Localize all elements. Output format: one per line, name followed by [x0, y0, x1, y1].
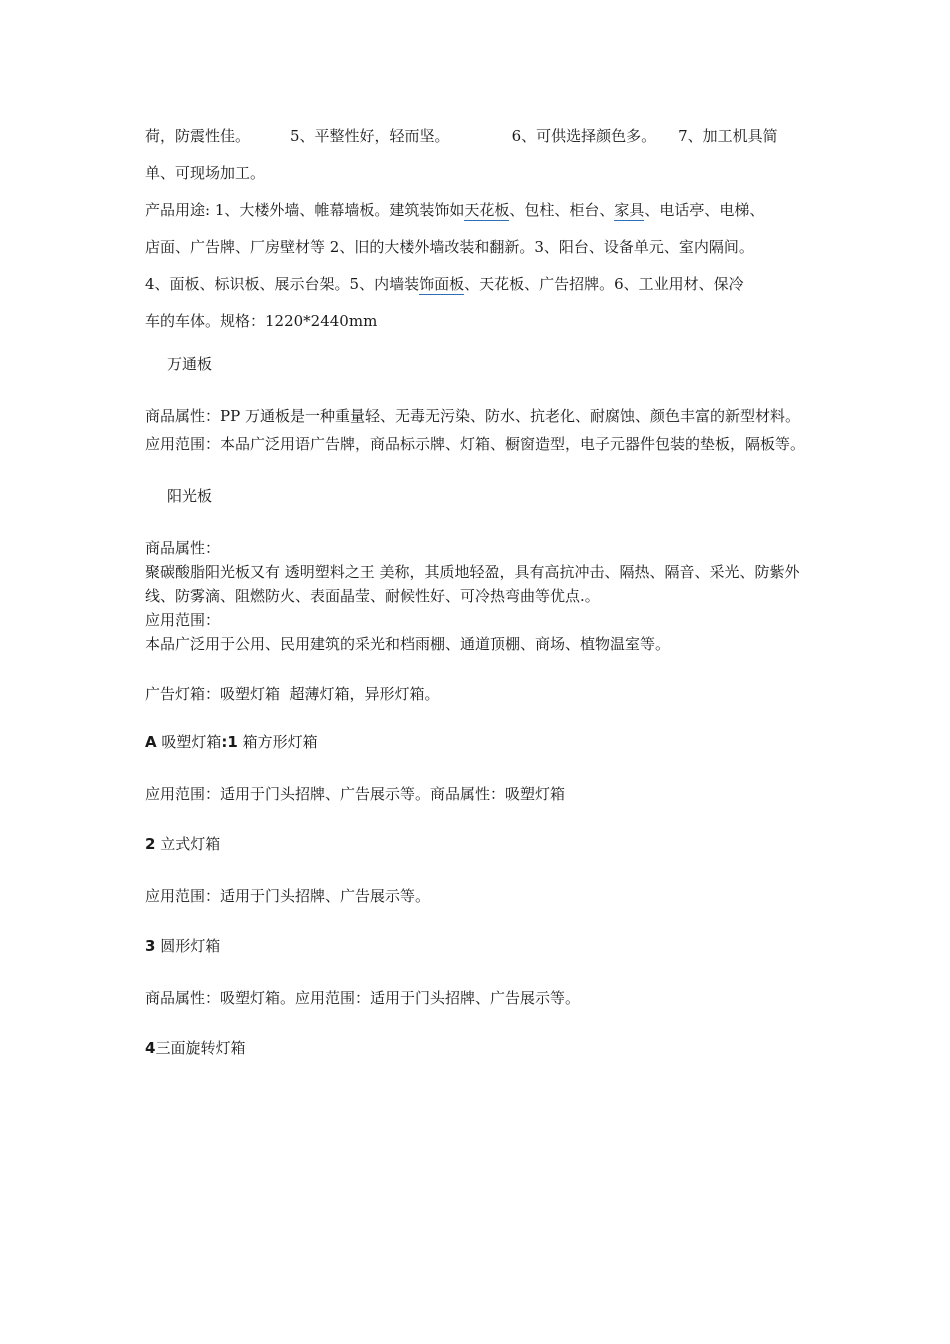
yangguang-scope-label: 应用范围： — [145, 611, 221, 629]
usage-line-1: 产品用途: 1、大楼外墙、帷幕墙板。建筑装饰如天花板、包柱、柜台、家具、电话亭、电梯、 — [145, 201, 765, 219]
document-page — [145, 118, 810, 1058]
lightbox-3-title: 3 圆形灯箱 — [145, 937, 221, 955]
link-ceiling-board[interactable]: 天花板 — [464, 201, 510, 219]
intro-line-1: 荷，防震性佳。 5、平整性好，轻而坚。 6、可供选择颜色多。 7、加工机具简 — [145, 127, 778, 145]
lightbox-3-desc: 商品属性：吸塑灯箱。应用范围：适用于门头招牌、广告展示等。 — [145, 989, 581, 1007]
lightbox-intro: 广告灯箱：吸塑灯箱 超薄灯箱，异形灯箱。 — [145, 685, 440, 703]
lightbox-a-desc: 应用范围：适用于门头招牌、广告展示等。商品属性：吸塑灯箱 — [145, 785, 566, 803]
yangguang-title: 阳光板 — [167, 487, 213, 505]
lightbox-a-title: A 吸塑灯箱:1 箱方形灯箱 — [145, 733, 318, 751]
usage-line-2: 店面、广告牌、厂房壁材等 2、旧的大楼外墙改装和翻新。3、阳台、设备单元、室内隔间。 — [145, 238, 754, 256]
intro-line-2: 单、可现场加工。 — [145, 164, 266, 182]
wantong-scope: 应用范围：本品广泛用语广告牌，商品标示牌、灯箱、橱窗造型，电子元器件包装的垫板，隔板等。 — [145, 435, 806, 453]
yangguang-scope: 本品广泛用于公用、民用建筑的采光和档雨棚、通道顶棚、商场、植物温室等。 — [145, 635, 671, 653]
lightbox-4-title: 4三面旋转灯箱 — [145, 1039, 246, 1057]
link-veneer-panel[interactable]: 饰面板 — [419, 275, 465, 293]
lightbox-2-title: 2 立式灯箱 — [145, 835, 221, 853]
link-furniture[interactable]: 家具 — [614, 201, 645, 219]
wantong-attr: 商品属性：PP 万通板是一种重量轻、无毒无污染、防水、抗老化、耐腐蚀、颜色丰富的新型材料。 — [145, 407, 800, 425]
lightbox-2-desc: 应用范围：适用于门头招牌、广告展示等。 — [145, 887, 431, 905]
yangguang-attr-label: 商品属性： — [145, 539, 221, 557]
usage-line-4: 车的车体。规格：1220*2440mm — [145, 312, 378, 330]
wantong-title: 万通板 — [167, 355, 213, 373]
usage-line-3: 4、面板、标识板、展示台架。5、内墙装饰面板、天花板、广告招牌。6、工业用材、保冷 — [145, 275, 744, 293]
yangguang-attr: 聚碳酸脂阳光板又有 透明塑料之王 美称，其质地轻盈，具有高抗冲击、隔热、隔音、采光、防紫外线、防雾滴、阻燃防火、表面晶莹、耐候性好、可冷热弯曲等优点.。 — [145, 563, 800, 605]
